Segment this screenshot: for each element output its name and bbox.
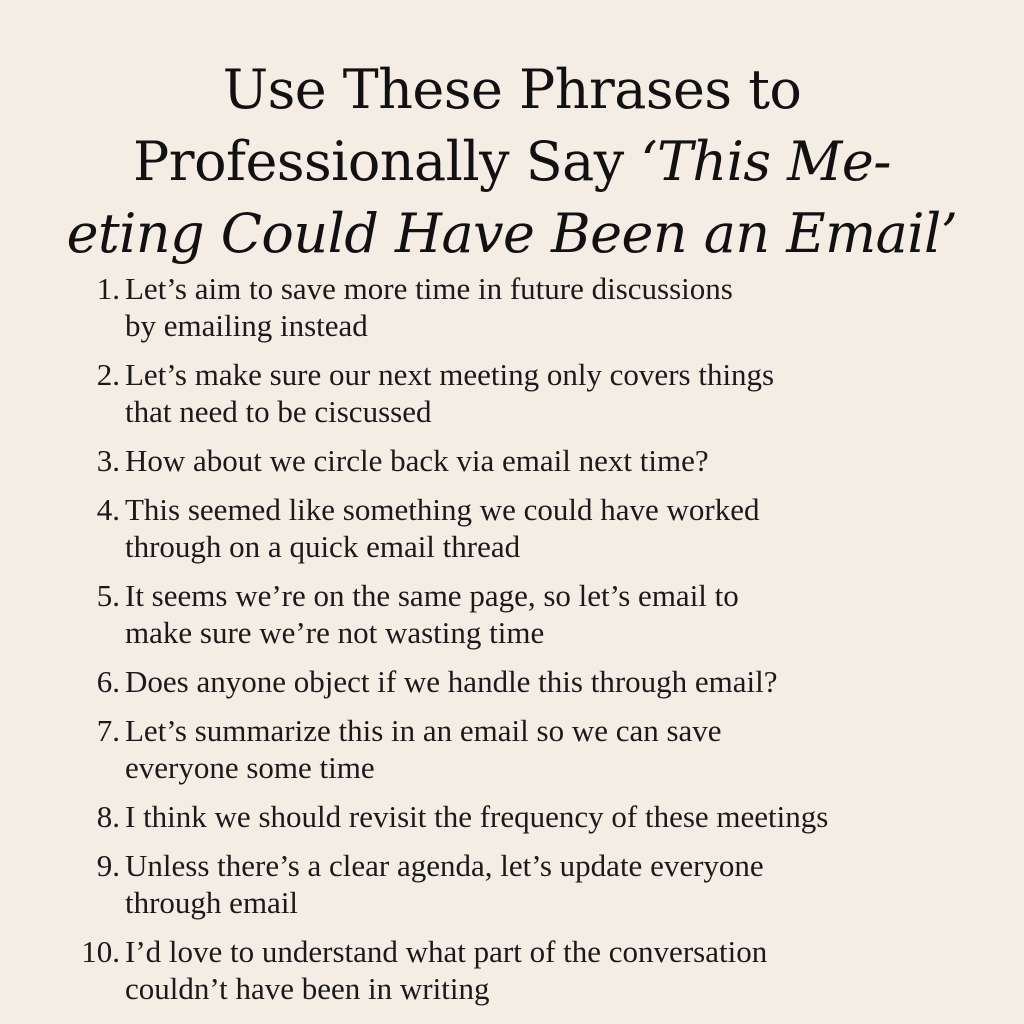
list-item (0, 491, 1024, 565)
item-number: 8. (96, 799, 120, 834)
item-text-line-2: everyone some time (125, 750, 375, 785)
phrase-list (0, 270, 1024, 1019)
list-item (0, 356, 1024, 430)
item-number: 10. (81, 934, 120, 969)
item-text-line-1: Does anyone object if we handle this through email? (125, 664, 778, 699)
list-item (0, 798, 1024, 835)
title-line-3: eting Could Have Been an Email’ (66, 202, 958, 265)
item-text-line-2: through email (125, 885, 299, 920)
item-number: 1. (96, 271, 120, 306)
item-text-line-2: couldn’t have been in writing (125, 971, 490, 1006)
item-text-line-1: Let’s summarize this in an email so we can save (125, 713, 722, 748)
list-item (0, 933, 1024, 1007)
item-text-line-1: Let’s make sure our next meeting only covers things (125, 357, 775, 392)
item-number: 4. (96, 492, 120, 527)
item-text-line-1: I think we should revisit the frequency of these meetings (125, 799, 829, 834)
page-title (0, 54, 1024, 270)
item-text-line-1: This seemed like something we could have worked (125, 492, 760, 527)
item-number: 9. (96, 848, 120, 883)
item-text-line-1: Let’s aim to save more time in future discussions (125, 271, 733, 306)
list-item (0, 577, 1024, 651)
item-text-line-2: by emailing instead (125, 308, 368, 343)
item-text-line-2: through on a quick email thread (125, 529, 521, 564)
item-number: 3. (96, 443, 120, 478)
list-item (0, 442, 1024, 479)
item-number: 5. (96, 578, 120, 613)
item-text-line-1: Unless there’s a clear agenda, let’s update everyone (125, 848, 764, 883)
item-number: 2. (96, 357, 120, 392)
list-item (0, 270, 1024, 344)
title-line-2-plain: Professionally Say (133, 130, 641, 193)
item-text-line-1: How about we circle back via email next time? (125, 443, 709, 478)
item-text-line-1: It seems we’re on the same page, so let’s email to (125, 578, 739, 613)
title-line-2-italic: ‘This Me- (640, 130, 891, 193)
item-number: 6. (96, 664, 120, 699)
item-text-line-2: make sure we’re not wasting time (125, 615, 545, 650)
list-item (0, 663, 1024, 700)
list-item (0, 712, 1024, 786)
title-line-1: Use These Phrases to (222, 58, 802, 121)
title-line-2 (0, 126, 1024, 198)
item-number: 7. (96, 713, 120, 748)
item-text-line-2: that need to be ciscussed (125, 394, 432, 429)
item-text-line-1: I’d love to understand what part of the conversation (125, 934, 768, 969)
list-item (0, 847, 1024, 921)
